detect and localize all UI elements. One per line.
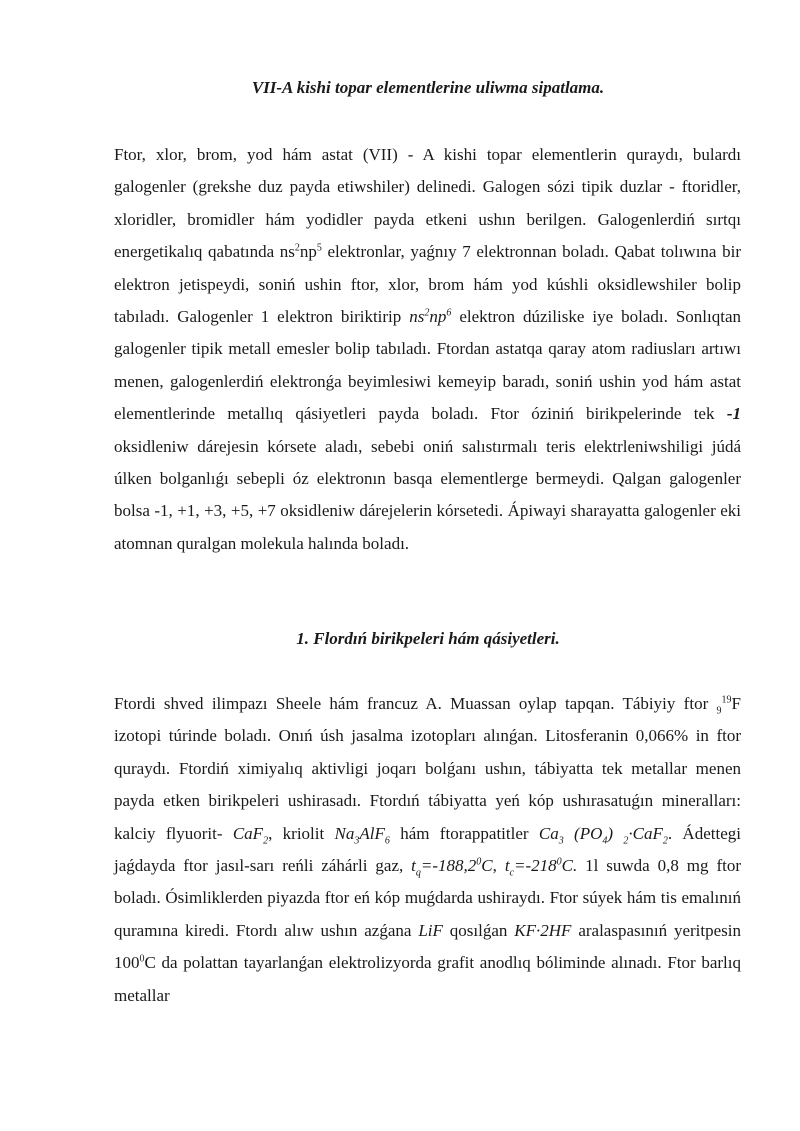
paragraph-halogens-overview: Ftor, xlor, brom, yod hám astat (VII) - A kishi topar elementlerin quraydı, bulardı galogenler (grekshe duz payda etiwshiler) delinedi. Galogen sózi tipik duzlar - ftoridler, xloridler, bromidler hám yodidler payda etkeni ushın berilgen. Galogenlerdiń sırtqı energetikalıq qabatında $ns^2np^5$ elektronlar, yaǵnıy 7 elektronnan boladı. Qabat tolıwına bir elektron jetispeydi, soniń ushin ftor, xlor, brom hám yod kúshli oksidlewshiler bolip tabıladı. Galogenler 1 elektron biriktirip $ns^2np^6$ elektron dúziliske iye boladı. Sonlıqtan galogenler tipik metall emesler bolip tabıladı. Ftordan astatqa qaray atom radiusları artıwı menen, galogenlerdiń elektronǵa beyimlesiwi kemeyip baradı, soniń ushin yod hám astat elementlerinde metallıq qásiyetleri payda boladı. Ftor óziniń birikpelerinde tek -1 oksidleniw dárejesin kórsete aladı, sebebi oniń salıstırmalı teris elektrleniwshiligi júdá úlken bolganlıǵı sebepli óz elektronın basqa elementlerge bermeydi. Qalgan galogenler bolsa -1, +1, +3, +5, +7 oksidleniw dárejelerin kórsetedi. Ápiwayi sharayatta galogenler eki atomnan quralgan molekula halında boladı. bbox=[114, 145, 741, 553]
section-title-fluorine: 1. Flordıń birikpeleri hám qásiyetleri. bbox=[296, 629, 560, 648]
section-title-halogens: VII-A kishi topar elementlerine uliwma sipatlama. bbox=[251, 78, 605, 97]
paragraph-fluorine-properties: Ftordi shved ilimpazı Sheele hám francuz A. Muassan oylap tapqan. Tábiyiy ftor $_9^{19}$F izotopi túrinde boladı. Onıń úsh jasalma izotopları alınǵan. Litosferanin 0,066% in ftor quraydı. Ftordiń ximiyalıq aktivligi joqarı bolǵanı ushın, tábiyatta tek metallar menen payda etken birikpeleri ushirasadı. Ftordıń tábiyatta yeń kóp ushırasatuǵın mineralları: kalciy flyuorit- CaF$_2$, kriolit $Na_3AlF_6$ hám ftorappatitler $Ca_3$ $(PO_4)$ $_2$·CaF$_2$. Ádettegi jaǵdayda ftor jasıl-sarı reńli záhárli gaz, $t_q=-188,2^0C$, $t_c=-218^0C$. 1l suwda 0,8 mg ftor boladı. Ósimliklerden piyazda ftor eń kóp muǵdarda ushiraydı. Ftor súyek hám tis emalınıń quramına kiredi. Ftordı alıw ushın azǵana LiF qosılǵan KF·2HF aralaspasınıń yeritpesin $100^0C$ da polattan tayarlanǵan elektrolizyorda grafit anodlıq bóliminde alınadı. Ftor barlıq metallar bbox=[114, 694, 742, 1005]
